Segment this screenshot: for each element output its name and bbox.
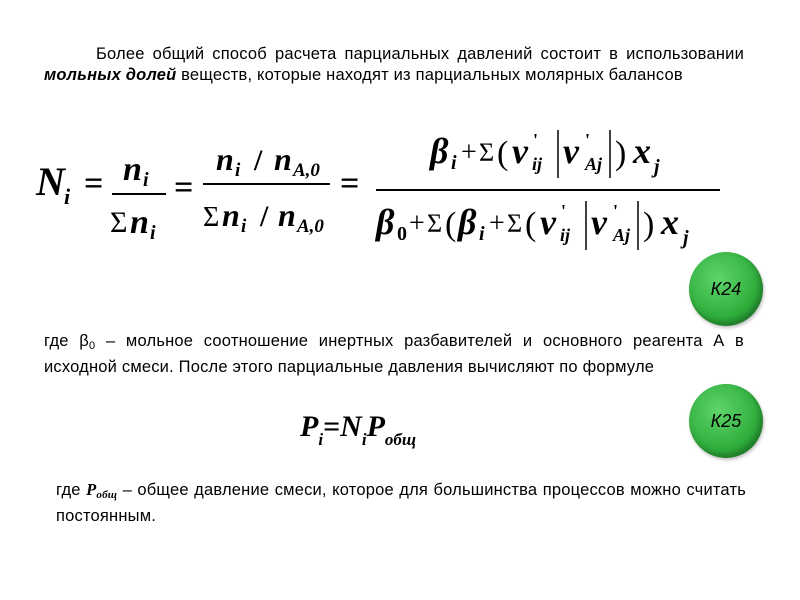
formula-eq-3: = bbox=[340, 165, 360, 202]
den-nu: ν bbox=[540, 202, 556, 242]
frac2-den-n: n bbox=[222, 197, 240, 233]
eq2-P: P bbox=[300, 410, 319, 443]
num-beta-sub: i bbox=[451, 152, 457, 174]
beta-sub: 0 bbox=[89, 340, 96, 352]
eq2-N-sub: i bbox=[361, 430, 367, 449]
intro-text-before: Более общий способ расчета парциальных давлений состоит в использовании bbox=[96, 45, 744, 63]
den-sigma-2: Σ bbox=[507, 209, 523, 238]
den-x-sub: j bbox=[683, 227, 689, 249]
eq2-P-sub: i bbox=[318, 430, 324, 449]
num-beta: β bbox=[430, 131, 449, 171]
eq2-eq: = bbox=[323, 410, 341, 443]
paragraph-total-pressure bbox=[56, 479, 746, 527]
den-nu-prime: ' bbox=[561, 201, 567, 221]
formula-N: N bbox=[36, 159, 65, 204]
formula-eq-1: = bbox=[84, 165, 104, 202]
num-lparen: ( bbox=[497, 135, 509, 172]
frac1-den-n: n bbox=[130, 204, 149, 241]
frac2-num-subA0: A,0 bbox=[293, 160, 320, 181]
frac2-den-sigma: Σ bbox=[203, 202, 220, 233]
den-lparen-2: ( bbox=[525, 206, 537, 243]
den-nuA: ν bbox=[591, 202, 607, 242]
num-nu: ν bbox=[512, 131, 528, 171]
num-sigma: Σ bbox=[479, 138, 495, 167]
den-plus-1: + bbox=[409, 208, 425, 239]
formula-eq-2: = bbox=[174, 169, 194, 206]
badge-k24[interactable] bbox=[689, 252, 763, 326]
num-nu-sub: ij bbox=[532, 154, 543, 174]
partial-pressure-formula bbox=[300, 410, 416, 450]
den-nu-sub: ij bbox=[560, 225, 571, 245]
beta-text-before: где β bbox=[44, 332, 89, 350]
frac1-num-n: n bbox=[123, 151, 142, 188]
num-nuA-prime: ' bbox=[585, 130, 591, 150]
den-beta-i-sub: i bbox=[479, 223, 485, 245]
total-text-after: – общее давление смеси, которое для большинства процессов можно считать постоянным. bbox=[56, 481, 746, 525]
frac1-den-i: i bbox=[150, 222, 156, 244]
frac3-denominator bbox=[374, 201, 689, 250]
num-nu-prime: ' bbox=[533, 130, 539, 150]
num-rparen: ) bbox=[615, 135, 627, 172]
badge-k25[interactable] bbox=[689, 384, 763, 458]
den-beta0-sub: 0 bbox=[397, 223, 407, 245]
frac1-num-i: i bbox=[143, 169, 149, 191]
den-lparen-1: ( bbox=[445, 206, 457, 243]
num-x: x bbox=[633, 131, 651, 171]
badge-k24-label: К24 bbox=[710, 278, 742, 299]
total-P: P bbox=[86, 480, 97, 499]
num-x-sub: j bbox=[654, 156, 660, 178]
eq2-P2-sub: общ bbox=[384, 430, 417, 449]
frac2-num-i: i bbox=[235, 160, 241, 181]
total-text-before: где bbox=[56, 481, 87, 499]
frac2-den-i: i bbox=[241, 216, 247, 237]
frac2-num-slash: / bbox=[254, 144, 263, 177]
frac3-numerator bbox=[428, 130, 660, 178]
den-nuA-sub: Aj bbox=[613, 225, 631, 245]
den-sigma-1: Σ bbox=[427, 209, 443, 238]
den-nuA-prime: ' bbox=[613, 201, 619, 221]
den-beta0: β bbox=[376, 202, 395, 242]
den-x: x bbox=[661, 202, 679, 242]
num-nuA: ν bbox=[563, 131, 579, 171]
intro-emphasis: мольных долей bbox=[44, 66, 177, 84]
num-plus: + bbox=[461, 137, 477, 168]
intro-text-after: веществ, которые находят из парциальных молярных балансов bbox=[176, 66, 683, 84]
frac2-den-nA: n bbox=[278, 197, 296, 233]
den-beta-i: β bbox=[458, 202, 477, 242]
num-nuA-sub: Aj bbox=[585, 154, 603, 174]
formula-N-sub: i bbox=[64, 184, 71, 209]
frac2-num-nA: n bbox=[274, 141, 292, 177]
beta-text-after: – мольное соотношение инертных разбавителей и основного реагента А в исходной смеси. После этого парциальные давления вычисляют по формуле bbox=[44, 332, 745, 376]
den-rparen: ) bbox=[643, 206, 655, 243]
badge-k25-label: К25 bbox=[710, 410, 742, 431]
total-P-sub: общ bbox=[96, 489, 118, 501]
paragraph-beta-definition bbox=[44, 331, 744, 378]
eq2-N: N bbox=[340, 410, 362, 443]
den-plus-2: + bbox=[489, 208, 505, 239]
frac2-den-slash: / bbox=[260, 200, 269, 233]
frac2-den-subA0: A,0 bbox=[297, 216, 324, 237]
eq2-P2: P bbox=[366, 410, 385, 443]
frac1-den-sigma: Σ bbox=[110, 206, 128, 239]
frac2-num-n: n bbox=[216, 141, 234, 177]
